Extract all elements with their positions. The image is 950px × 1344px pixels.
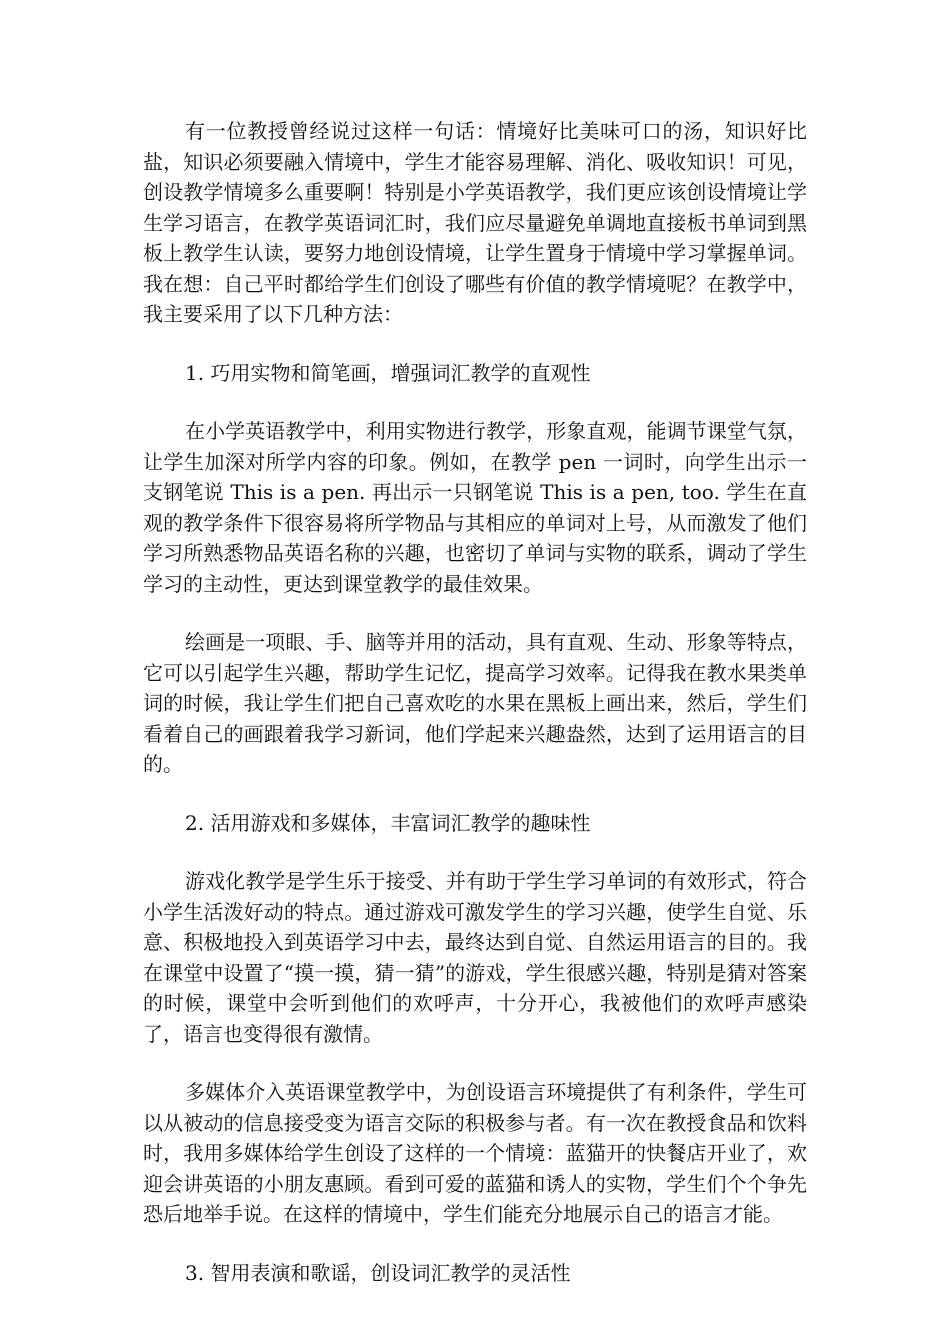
- paragraph-real-objects: 在小学英语教学中，利用实物进行教学，形象直观，能调节课堂气氛，让学生加深对所学内容的印象。例如，在教学 pen 一词时，向学生出示一支钢笔说 This is a pen. 再出示一只钢笔说 This is a pen, too. 学生在直观的教学条件下很容易将所学物品与其相应的单词对上号，从而激发了他们学习所熟悉物品英语名称的兴趣，也密切了单词与实物的联系，调动了学生学习的主动性，更达到课堂教学的最佳效果。: [143, 419, 807, 596]
- section-heading-2: 2. 活用游戏和多媒体，丰富词汇教学的趣味性: [185, 810, 591, 835]
- paragraph-multimedia: 多媒体介入英语课堂教学中，为创设语言环境提供了有利条件，学生可以从被动的信息接受变为语言交际的积极参与者。有一次在教授食品和饮料时，我用多媒体给学生创设了这样的一个情境：蓝猫开的快餐店开业了，欢迎会讲英语的小朋友惠顾。看到可爱的蓝猫和诱人的实物，学生们个个争先恐后地举手说。在这样的情境中，学生们能充分地展示自己的语言才能。: [143, 1080, 807, 1226]
- paragraph-intro: 有一位教授曾经说过这样一句话：情境好比美味可口的汤，知识好比盐，知识必须要融入情境中，学生才能容易理解、消化、吸收知识！可见，创设教学情境多么重要啊！特别是小学英语教学，我们更应该创设情境让学生学习语言，在教学英语词汇时，我们应尽量避免单调地直接板书单词到黑板上教学生认读，要努力地创设情境，让学生置身于情境中学习掌握单词。我在想：自己平时都给学生们创设了哪些有价值的教学情境呢？在教学中，我主要采用了以下几种方法：: [143, 119, 807, 326]
- section-heading-1: 1. 巧用实物和简笔画，增强词汇教学的直观性: [185, 360, 591, 385]
- paragraph-drawing: 绘画是一项眼、手、脑等并用的活动，具有直观、生动、形象等特点，它可以引起学生兴趣，帮助学生记忆，提高学习效率。记得我在教水果类单词的时候，我让学生们把自己喜欢吃的水果在黑板上画出来，然后，学生们看着自己的画跟着我学习新词，他们学起来兴趣盎然，达到了运用语言的目的。: [143, 630, 807, 776]
- document-body: [143, 116, 807, 1316]
- section-heading-3: 3. 智用表演和歌谣，创设词汇教学的灵活性: [185, 1260, 571, 1285]
- paragraph-games: 游戏化教学是学生乐于接受、并有助于学生学习单词的有效形式，符合小学生活泼好动的特点。通过游戏可激发学生的学习兴趣，使学生自觉、乐意、积极地投入到英语学习中去，最终达到自觉、自然运用语言的目的。我在课堂中设置了“摸一摸，猜一猜”的游戏，学生很感兴趣，特别是猜对答案的时候，课堂中会听到他们的欢呼声，十分开心，我被他们的欢呼声感染了，语言也变得很有激情。: [143, 869, 807, 1046]
